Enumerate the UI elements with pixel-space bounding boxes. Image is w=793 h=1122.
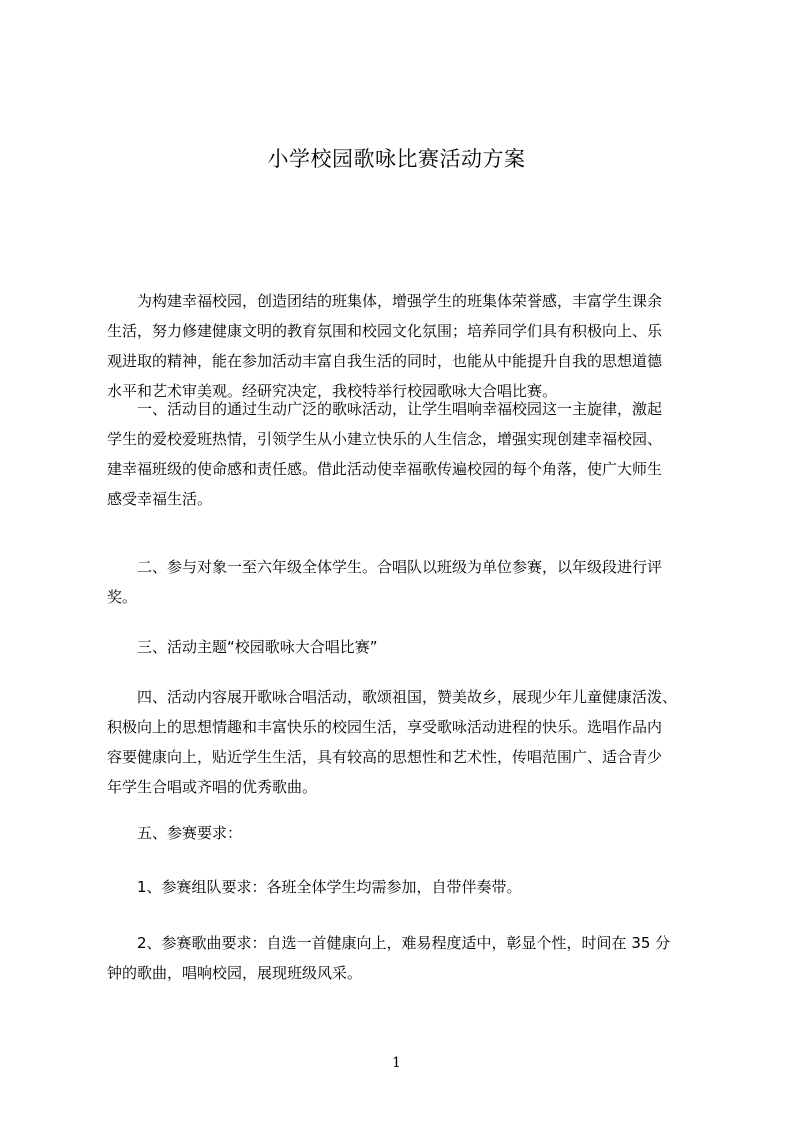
- text-line: 水平和艺术审美观。经研究决定，我校特举行校园歌咏大合唱比赛。: [107, 382, 558, 400]
- text-line: 积极向上的思想情趣和丰富快乐的校园生活，享受歌咏活动进程的快乐。选唱作品内: [107, 718, 663, 736]
- section-1-paragraph: [107, 394, 707, 514]
- text-line: 2、参赛歌曲要求：自选一首健康向上，难易程度适中，彰显个性，时间在 35 分: [107, 934, 671, 952]
- text-line: 容要健康向上，贴近学生生活，具有较高的思想性和艺术性，传唱范围广、适合青少: [107, 748, 663, 766]
- section-3-paragraph: [107, 632, 707, 662]
- text-line: 二、参与对象一至六年级全体学生。合唱队以班级为单位参赛，以年级段进行评: [107, 558, 663, 576]
- section-5-heading: [107, 818, 707, 848]
- text-line: 观进取的精神，能在参加活动丰富自我生活的同时，也能从中能提升自我的思想道德: [107, 352, 663, 370]
- text-line: 三、活动主题“校园歌咏大合唱比赛”: [107, 638, 378, 656]
- requirement-1-paragraph: [107, 872, 707, 902]
- text-line: 为构建幸福校园，创造团结的班集体，增强学生的班集体荣誉感，丰富学生课余: [107, 292, 663, 310]
- text-line: 生活，努力修建健康文明的教育氛围和校园文化氛围；培养同学们具有积极向上、乐: [107, 322, 663, 340]
- text-line: 学生的爱校爱班热情，引领学生从小建立快乐的人生信念，增强实现创建幸福校园、: [107, 430, 663, 448]
- text-line: 建幸福班级的使命感和责任感。借此活动使幸福歌传遍校园的每个角落，使广大师生: [107, 460, 663, 478]
- section-4-paragraph: [107, 682, 707, 802]
- text-line: 感受幸福生活。: [107, 490, 213, 508]
- text-line: 四、活动内容展开歌咏合唱活动，歌颂祖国，赞美故乡，展现少年儿童健康活泼、: [107, 688, 678, 706]
- text-line: 一、活动目的通过生动广泛的歌咏活动，让学生唱响幸福校园这一主旋律，激起: [107, 400, 663, 418]
- page-title: 小学校园歌咏比赛活动方案: [267, 147, 526, 171]
- text-line: 奖。: [107, 588, 138, 606]
- text-line: 钟的歌曲，唱响校园，展现班级风采。: [107, 964, 363, 982]
- page-number: 1: [392, 1055, 401, 1071]
- intro-paragraph: [107, 286, 707, 406]
- text-line: 1、参赛组队要求：各班全体学生均需参加，自带伴奏带。: [107, 878, 522, 896]
- text-line: 五、参赛要求：: [107, 824, 243, 842]
- text-line: 年学生合唱或齐唱的优秀歌曲。: [107, 778, 318, 796]
- requirement-2-paragraph: [107, 928, 707, 988]
- section-2-paragraph: [107, 552, 707, 612]
